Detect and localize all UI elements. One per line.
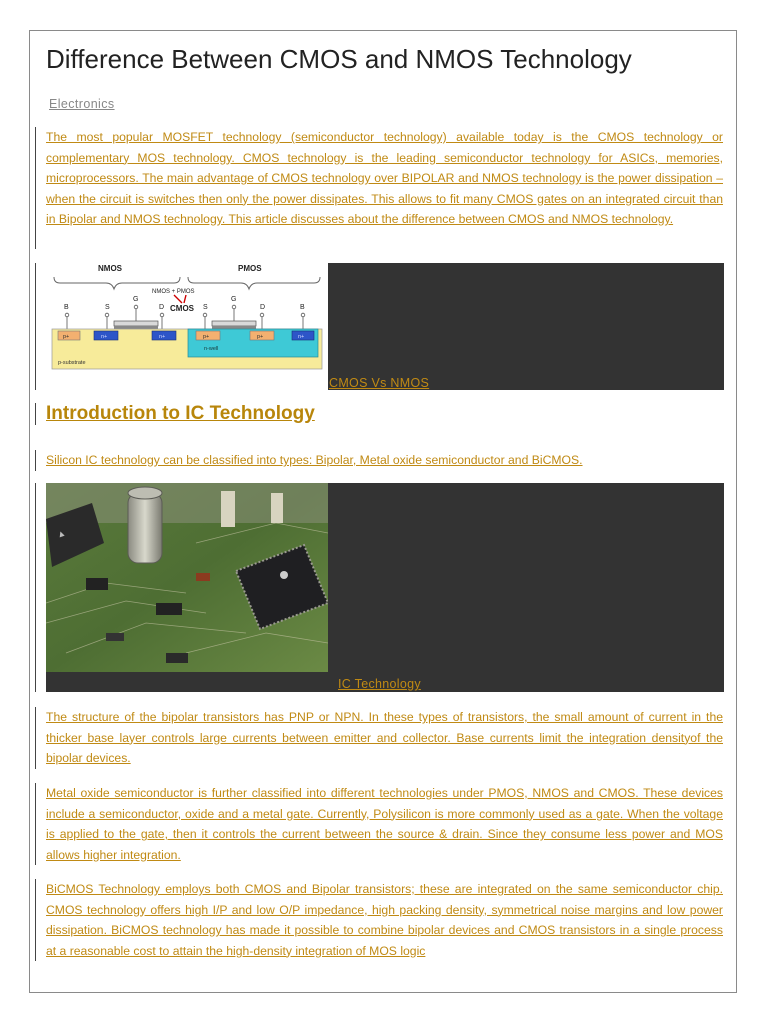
svg-text:▲: ▲ [55, 527, 68, 540]
terminal-d1: D [159, 304, 165, 311]
diff-label-1: p+ [63, 334, 70, 340]
nmos-label: NMOS [98, 264, 122, 273]
section-intro-paragraph[interactable]: Silicon IC technology can be classified into types: Bipolar, Metal oxide semiconductor and BiCMOS. [35, 450, 723, 471]
diff-label-5: p+ [257, 334, 264, 340]
terminal-b2: B [300, 304, 305, 311]
figure-ic-technology [35, 483, 724, 692]
substrate-label: p-substrate [58, 360, 86, 366]
intro-paragraph[interactable]: The most popular MOSFET technology (semiconductor technology) available today is the CMOS technology or complementary MOS technology. CMOS technology is the leading semiconductor technology for ASICs, memories, microprocessors. The main advantage of CMOS technology over BIPOLAR and NMOS technology is the power dissipation – when the circuit is switches then only the power dissipates. This allows to fit many CMOS gates on an integrated circuit than in Bipolar and NMOS technology. This article discusses about the difference between CMOS and NMOS technology. [35, 127, 723, 249]
category-link[interactable]: Electronics [49, 97, 115, 111]
terminal-b1: B [64, 304, 69, 311]
mos-paragraph[interactable]: Metal oxide semiconductor is further classified into different technologies under PMOS, NMOS and CMOS. These devices include a semiconductor, oxide and a metal gate. Currently, Polysilicon is more commonly used as a gate. When the voltage is applied to the gate, then it controls the current between the source & drain. Since they consume less power and MOS allows higher integration. [35, 783, 723, 865]
terminal-s2: S [203, 304, 208, 311]
figure-cmos-vs-nmos [35, 263, 724, 390]
terminal-s1: S [105, 304, 110, 311]
diff-label-4: p+ [203, 334, 210, 340]
cmos-nmos-diagram [46, 263, 328, 390]
diff-label-3: n+ [159, 334, 166, 340]
terminal-g2: G [231, 296, 237, 303]
cmos-label: CMOS [170, 304, 194, 313]
terminal-d2: D [260, 304, 266, 311]
diff-label-6: n+ [298, 334, 305, 340]
pmos-label: PMOS [238, 264, 262, 273]
terminal-g1: G [133, 296, 139, 303]
nwell-label: n-well [204, 346, 219, 352]
bicmos-paragraph[interactable]: BiCMOS Technology employs both CMOS and Bipolar transistors; these are integrated on the same semiconductor chip. CMOS technology offers high I/P and low O/P impedance, high packing density, symmetrical noise margins and low power dissipation. BiCMOS technology has made it possible to combine bipolar devices and CMOS transistors in a single process at a reasonable cost to attain the high-density integration of MOS logic [35, 879, 723, 961]
section-heading-ic-technology[interactable]: Introduction to IC Technology [35, 403, 315, 425]
nmos-pmos-label: NMOS + PMOS [152, 289, 195, 295]
page-title: Difference Between CMOS and NMOS Technology [46, 44, 632, 74]
circuit-board-photo [46, 483, 328, 672]
figure-caption-cmos-vs-nmos[interactable]: CMOS Vs NMOS [329, 376, 430, 390]
diff-label-2: n+ [101, 334, 108, 340]
figure-caption-ic-technology[interactable]: IC Technology [338, 677, 421, 691]
bipolar-paragraph[interactable]: The structure of the bipolar transistors has PNP or NPN. In these types of transistors, the small amount of current in the thicker base layer controls large currents between emitter and collector. Base currents limit the integration densityof the bipolar devices. [35, 707, 723, 769]
